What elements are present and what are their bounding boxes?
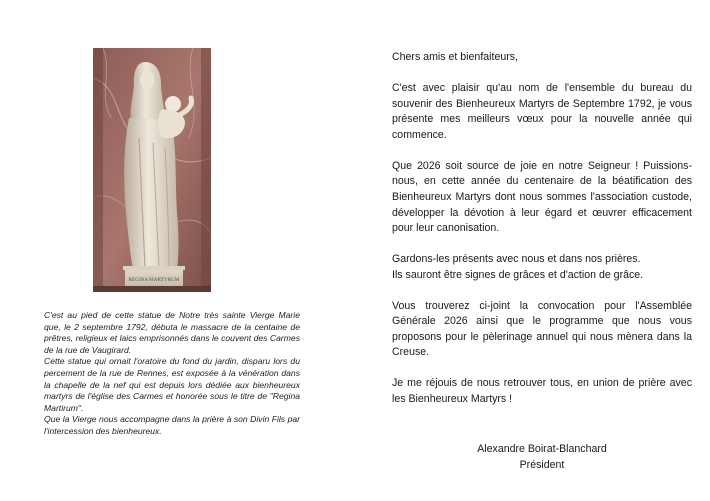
pedestal-inscription: REGINA MARTYRUM [128, 277, 180, 283]
letter-paragraph-3-line-1: Gardons-les présents avec nous et dans nos prières. [392, 253, 641, 266]
caption-paragraph-3: Que la Vierge nous accompagne dans la prière à son Divin Fils par l'intercession des bienheureux. [44, 414, 300, 436]
caption-paragraph-1: C'est au pied de cette statue de Notre très sainte Vierge Marie que, le 2 septembre 1792, débuta le massacre de la centaine de prêtres, religieux et laics emprisonnés dans le couvent des Carmes de la rue de Vaugirard. [44, 310, 300, 355]
photo-caption [44, 310, 300, 438]
signature-title: Président [519, 458, 565, 471]
letter-paragraph-1: C'est avec plaisir qu'au nom de l'ensemble du bureau du souvenir des Bienheureux Martyrs de Septembre 1792, je vous présente mes meilleurs vœux pour la nouvelle année qui commence. [392, 81, 692, 141]
statue-image [93, 48, 211, 292]
statue-face [140, 71, 154, 89]
letter-greeting: Chers amis et bienfaiteurs, [392, 51, 519, 63]
letter-body [392, 50, 692, 423]
letter-paragraph-3-line-2: Ils sauront être signes de grâces et d'action de grâce. [392, 268, 644, 281]
letter-signature [392, 442, 692, 473]
signature-name: Alexandre Boirat-Blanchard [477, 443, 607, 455]
statue-photo [93, 48, 211, 292]
statue-robe [124, 118, 178, 270]
letter-paragraph-2: Que 2026 soit source de joie en notre Seigneur ! Puissions-nous, en cette année du centenaire de la béatification des Bienheureux Martyrs dont nous sommes l'association custode, développer la dévotion à leur égard et œuvrer efficacement pour leur canonisation. [392, 159, 692, 235]
letter-paragraph-4: Vous trouverez ci-joint la convocation pour l'Assemblée Générale 2026 ainsi que le programme que nous vous proposons pour le pèlerinage annuel qui nous mènera dans la Creuse. [392, 299, 692, 359]
letter-paragraph-3 [392, 252, 692, 283]
caption-paragraph-2: Cette statue qui ornait l'oratoire du fond du jardin, disparu lors du percement de la rue de Rennes, est exposée à la vénération dans la chapelle de la nef qui est depuis lors dédiée aux bienheureux martyrs de l'église des Carmes et honorée sous le titre de "Regina Martirum". [44, 356, 300, 413]
letter-paragraph-5: Je me réjouis de nous retrouver tous, en union de prière avec les Bienheureux Martyrs ! [392, 377, 692, 406]
